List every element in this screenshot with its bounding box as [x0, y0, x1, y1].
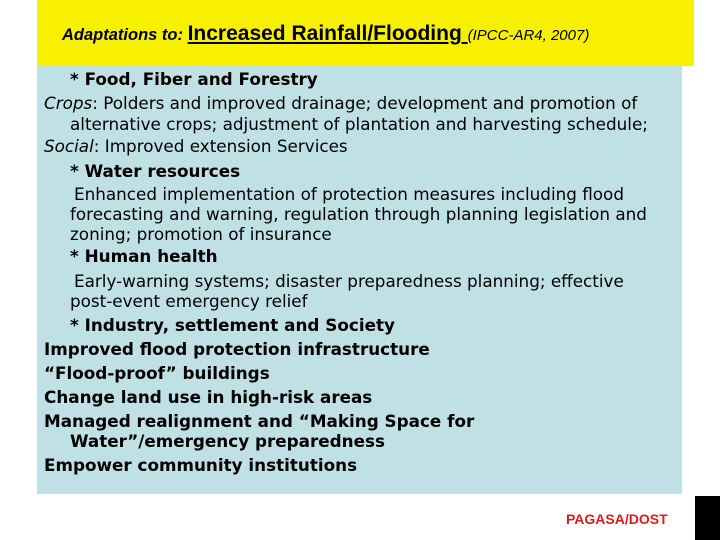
text-social	[44, 136, 348, 156]
text-water-2: forecasting and warning, regulation through planning legislation and	[70, 204, 647, 224]
item-managed-realignment: Managed realignment and “Making Space for	[44, 411, 475, 431]
social-text: : Improved extension Services	[93, 136, 348, 156]
footer-credit: PAGASA/DOST	[566, 511, 668, 527]
heading-industry: * Industry, settlement and Society	[70, 315, 395, 335]
corner-block	[695, 496, 720, 540]
crops-label: Crops	[44, 93, 93, 113]
item-change-land-use: Change land use in high-risk areas	[44, 387, 373, 407]
item-flood-protection: Improved flood protection infrastructure	[44, 339, 430, 359]
social-label: Social	[44, 136, 94, 156]
title-main: Increased Rainfall/Flooding	[187, 22, 468, 45]
text-water-1: Enhanced implementation of protection measures including flood	[74, 184, 624, 204]
title-source: (IPCC-AR4, 2007)	[467, 27, 590, 44]
item-empower-community: Empower community institutions	[44, 455, 358, 475]
heading-food-fiber: * Food, Fiber and Forestry	[70, 69, 318, 89]
text-crops	[44, 93, 637, 113]
text-crops-cont: alternative crops; adjustment of plantation and harvesting schedule;	[70, 114, 648, 134]
item-flood-proof-buildings: “Flood-proof” buildings	[44, 363, 270, 383]
crops-text: : Polders and improved drainage; development and promotion of	[92, 93, 638, 113]
heading-water-resources: * Water resources	[70, 161, 241, 181]
item-managed-realignment-cont: Water”/emergency preparedness	[70, 431, 385, 451]
heading-human-health: * Human health	[70, 246, 218, 266]
text-health-1: Early-warning systems; disaster preparedness planning; effective	[74, 271, 624, 291]
text-health-2: post-event emergency relief	[70, 291, 308, 311]
title-lead: Adaptations to:	[62, 26, 188, 44]
text-water-3: zoning; promotion of insurance	[70, 224, 332, 244]
slide-title	[62, 22, 589, 46]
